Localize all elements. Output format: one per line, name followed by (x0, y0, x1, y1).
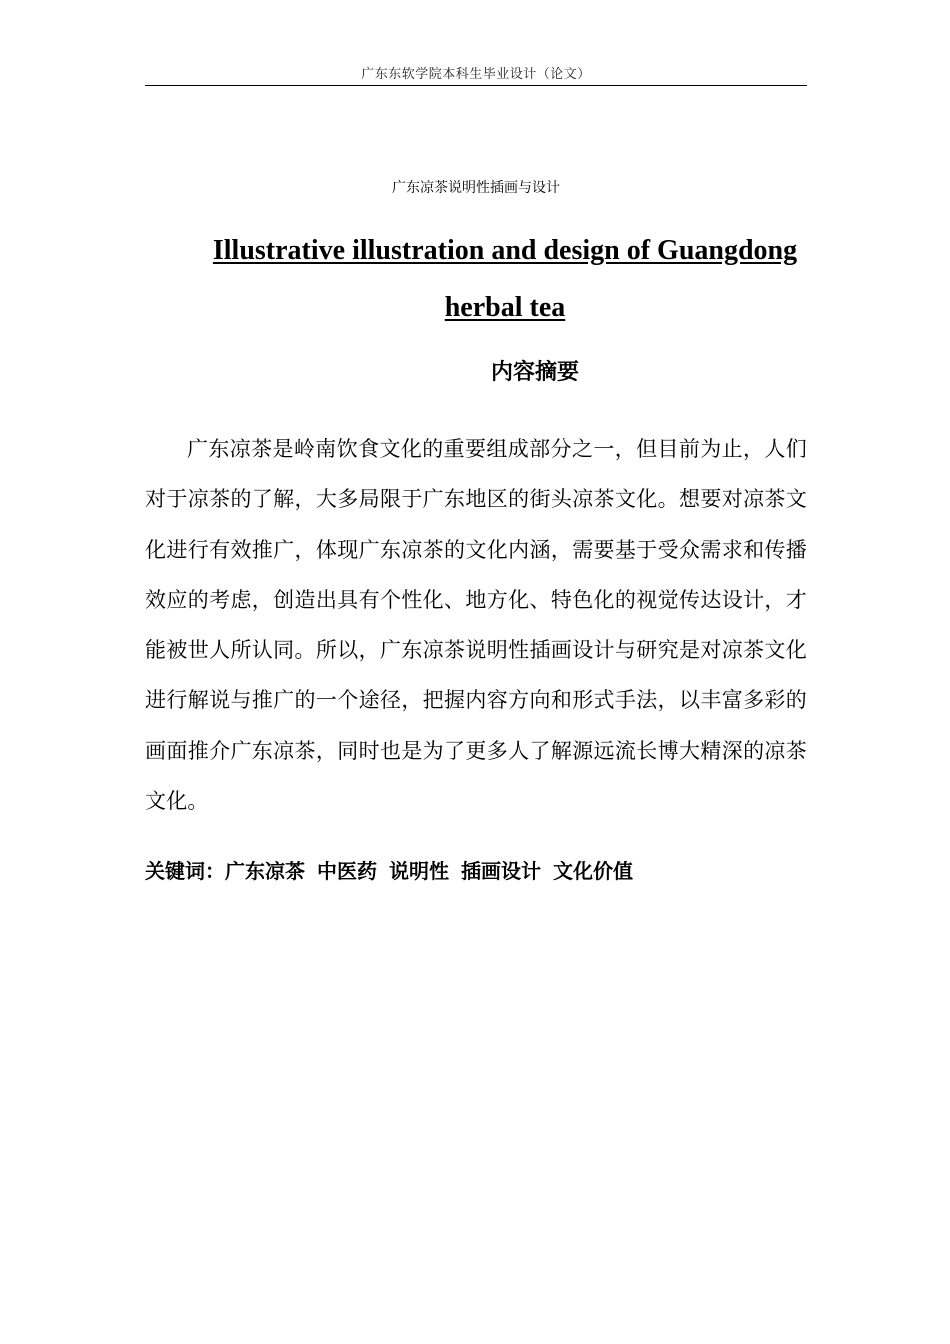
keyword-item: 广东凉茶 (225, 859, 305, 883)
keyword-item: 文化价值 (553, 859, 633, 883)
keyword-item: 中医药 (317, 859, 377, 883)
abstract-heading: 内容摘要 (490, 360, 579, 385)
keywords (145, 855, 807, 887)
english-title: Illustrative illustration and design of Guangdong herbal tea (212, 235, 798, 323)
abstract-body: 广东凉茶是岭南饮食文化的重要组成部分之一，但目前为止，人们对于凉茶的了解，大多局限于广东地区的街头凉茶文化。想要对凉茶文化进行有效推广，体现广东凉茶的文化内涵，需要基于受众需求和传播效应的考虑，创造出具有个性化、地方化、特色化的视觉传达设计，才能被世人所认同。所以，广东凉茶说明性插画设计与研究是对凉茶文化进行解说与推广的一个途径，把握内容方向和形式手法，以丰富多彩的画面推介广东凉茶，同时也是为了更多人了解源远流长博大精深的凉茶文化。 (145, 437, 807, 814)
chinese-title: 广东凉茶说明性插画与设计 (392, 180, 560, 196)
keywords-label: 关键词： (145, 859, 225, 883)
keyword-item: 说明性 (389, 859, 449, 883)
keyword-item: 插画设计 (461, 859, 541, 883)
running-header: 广东东软学院本科生毕业设计（论文） (361, 67, 591, 82)
header-rule (145, 85, 807, 86)
